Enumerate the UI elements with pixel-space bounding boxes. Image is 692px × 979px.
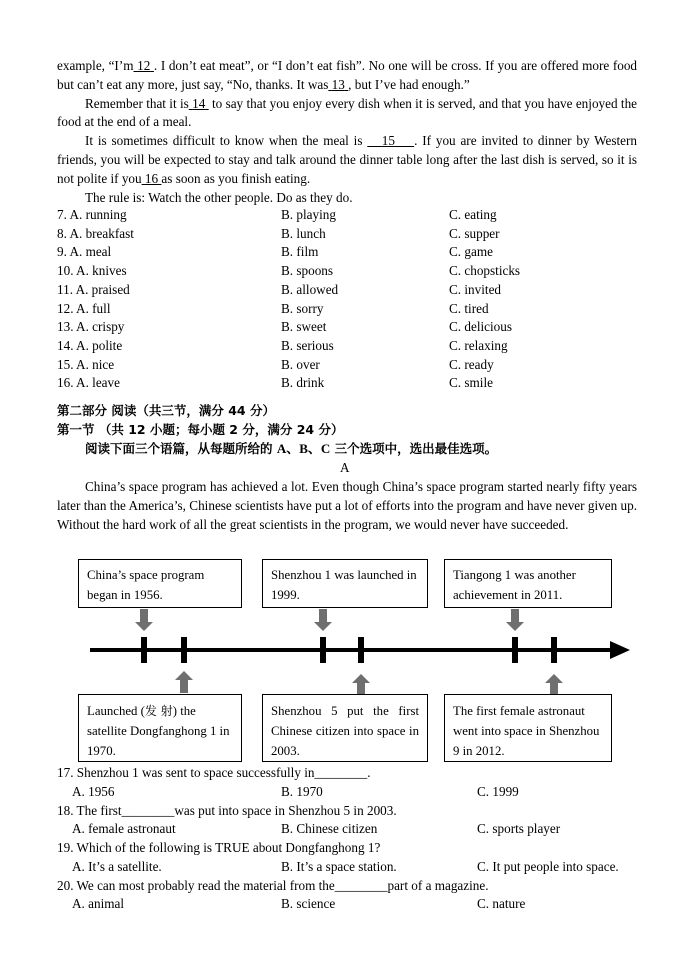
answer-option-b[interactable]: B. Chinese citizen bbox=[281, 821, 378, 837]
option-b[interactable]: B. allowed bbox=[281, 281, 339, 297]
question-stem: 20. We can most probably read the material from the________part of a magazine. bbox=[57, 877, 489, 893]
blank-number: 14 bbox=[192, 95, 206, 111]
instruction-text: 阅读下面三个语篇，从每题所给的 bbox=[85, 441, 277, 456]
text: . I don’t eat meat”, or “I don’t eat fish”. No one will be cross. If you are offered more food but can’t eat any more, just say, “No, thanks. It was bbox=[57, 58, 638, 92]
tick-1999 bbox=[320, 637, 326, 663]
text: example, “I’m bbox=[57, 58, 134, 73]
blank-number: 16 bbox=[144, 170, 159, 186]
text: as soon as you finish eating. bbox=[161, 170, 311, 186]
option-b[interactable]: B. sweet bbox=[281, 319, 327, 335]
option-c[interactable]: C. tired bbox=[449, 300, 489, 316]
option-b[interactable]: B. serious bbox=[281, 337, 334, 353]
answer-option-c[interactable]: C. nature bbox=[477, 896, 526, 912]
instruction-text: 三个选项中，选出最佳选项。 bbox=[330, 441, 498, 456]
tick-2011 bbox=[512, 637, 518, 663]
tick-2003 bbox=[358, 637, 364, 663]
answer-option-a[interactable]: A. animal bbox=[72, 896, 125, 912]
section-subtitle: 第一节 （共 12 小题；每小题 2 分，满分 24 分） bbox=[57, 422, 344, 437]
option-a[interactable]: 16. A. leave bbox=[57, 375, 120, 391]
blank-number: 13 bbox=[331, 76, 345, 92]
answer-option-b[interactable]: B. science bbox=[281, 896, 336, 912]
timeline-arrowhead-icon bbox=[610, 641, 630, 659]
arrow-up-icon bbox=[545, 674, 563, 695]
cjk-gloss: 发 射 bbox=[144, 704, 173, 718]
timeline-box-1999: Shenzhou 1 was launched in 1999. bbox=[262, 559, 428, 608]
option-a[interactable]: 7. A. running bbox=[57, 207, 127, 222]
tick-2012 bbox=[551, 637, 557, 663]
option-c[interactable]: C. supper bbox=[449, 225, 500, 241]
answer-option-a[interactable]: A. 1956 bbox=[72, 783, 115, 799]
blank-number: 15 bbox=[381, 133, 395, 149]
arrow-down-icon bbox=[314, 609, 332, 631]
option-c[interactable]: C. ready bbox=[449, 356, 494, 372]
option-b[interactable]: B. sorry bbox=[281, 300, 324, 316]
option-b[interactable]: B. film bbox=[281, 244, 319, 260]
arrow-down-icon bbox=[135, 609, 153, 631]
passage-text: China’s space program has achieved a lot. Even though China’s space program started nearly fifty years later than the America’s, Chinese scientists have put a lot of efforts into the program and have never given up. Without the hard work of all the great scientists in the program, we would never have succeeded. bbox=[57, 479, 637, 532]
option-b[interactable]: B. lunch bbox=[281, 225, 326, 241]
text: to say that you enjoy every dish when it is served, and that you have enjoyed the food at the end of a meal. bbox=[57, 95, 638, 130]
option-b[interactable]: B. drink bbox=[281, 375, 325, 391]
text: , but I’ve had enough.” bbox=[348, 76, 470, 92]
option-c[interactable]: C. relaxing bbox=[449, 337, 508, 353]
answer-option-c[interactable]: C. 1999 bbox=[477, 783, 519, 799]
answer-option-a[interactable]: A. female astronaut bbox=[72, 821, 176, 837]
tick-1970 bbox=[181, 637, 187, 663]
option-a[interactable]: 13. A. crispy bbox=[57, 319, 125, 335]
timeline-box-2003: Shenzhou 5 put the first Chinese citizen into space in 2003. bbox=[262, 694, 428, 762]
timeline-box-1956: China’s space program began in 1956. bbox=[78, 559, 242, 608]
option-a[interactable]: 15. A. nice bbox=[57, 356, 115, 372]
timeline-box-2012: The first female astronaut went into space in Shenzhou 9 in 2012. bbox=[444, 694, 612, 762]
text: . If you are invited to dinner by Western friends, you will be expected to stay and talk around the dinner table long after the last dish is served, so it is not polite if you bbox=[57, 133, 638, 186]
option-a[interactable]: 9. A. meal bbox=[57, 244, 112, 260]
part-title: 第二部分 阅读（共三节，满分 44 分） bbox=[57, 403, 275, 418]
option-a[interactable]: 11. A. praised bbox=[57, 281, 130, 297]
option-c[interactable]: C. smile bbox=[449, 375, 493, 391]
arrow-up-icon bbox=[175, 671, 193, 693]
option-b[interactable]: B. spoons bbox=[281, 263, 334, 279]
up-arrows bbox=[175, 671, 563, 695]
text: ) the satellite Dongfanghong 1 in 1970. bbox=[87, 704, 230, 758]
down-arrows bbox=[135, 609, 524, 631]
question-stem: 18. The first________was put into space in Shenzhou 5 in 2003. bbox=[57, 802, 397, 818]
option-b[interactable]: B. over bbox=[281, 356, 320, 372]
option-c[interactable]: C. chopsticks bbox=[449, 263, 521, 279]
option-a[interactable]: 12. A. full bbox=[57, 300, 111, 316]
option-c[interactable]: C. eating bbox=[449, 207, 497, 222]
option-a[interactable]: 8. A. breakfast bbox=[57, 225, 134, 241]
option-a[interactable]: 10. A. knives bbox=[57, 263, 127, 279]
text: It is sometimes difficult to know when the meal is bbox=[85, 133, 363, 149]
option-a[interactable]: 14. A. polite bbox=[57, 337, 123, 353]
question-stem: 19. Which of the following is TRUE about Dongfanghong 1? bbox=[57, 840, 381, 855]
answer-option-b[interactable]: B. 1970 bbox=[281, 783, 323, 799]
question-stem: 17. Shenzhou 1 was sent to space successfully in________. bbox=[57, 765, 371, 780]
text: Remember that it is bbox=[85, 95, 189, 111]
instruction-options: A、B、C bbox=[276, 441, 331, 456]
passage-label: A bbox=[340, 460, 350, 475]
timeline-box-2011: Tiangong 1 was another achievement in 2011. bbox=[444, 559, 612, 608]
answer-option-b[interactable]: B. It’s a space station. bbox=[281, 858, 397, 874]
option-b[interactable]: B. playing bbox=[281, 207, 336, 222]
cloze-paragraph-4: The rule is: Watch the other people. Do as they do. bbox=[85, 189, 353, 205]
answer-option-c[interactable]: C. It put people into space. bbox=[477, 858, 619, 874]
answer-option-c[interactable]: C. sports player bbox=[477, 821, 561, 837]
timeline-box-1970 bbox=[78, 694, 242, 762]
arrow-up-icon bbox=[352, 674, 370, 695]
option-c[interactable]: C. game bbox=[449, 244, 493, 260]
option-c[interactable]: C. invited bbox=[449, 281, 502, 297]
text: Launched ( bbox=[87, 704, 145, 718]
arrow-down-icon bbox=[506, 609, 524, 631]
blank-number: 12 bbox=[137, 58, 151, 73]
answer-option-a[interactable]: A. It’s a satellite. bbox=[72, 858, 162, 874]
option-c[interactable]: C. delicious bbox=[449, 319, 513, 335]
tick-1956 bbox=[141, 637, 147, 663]
